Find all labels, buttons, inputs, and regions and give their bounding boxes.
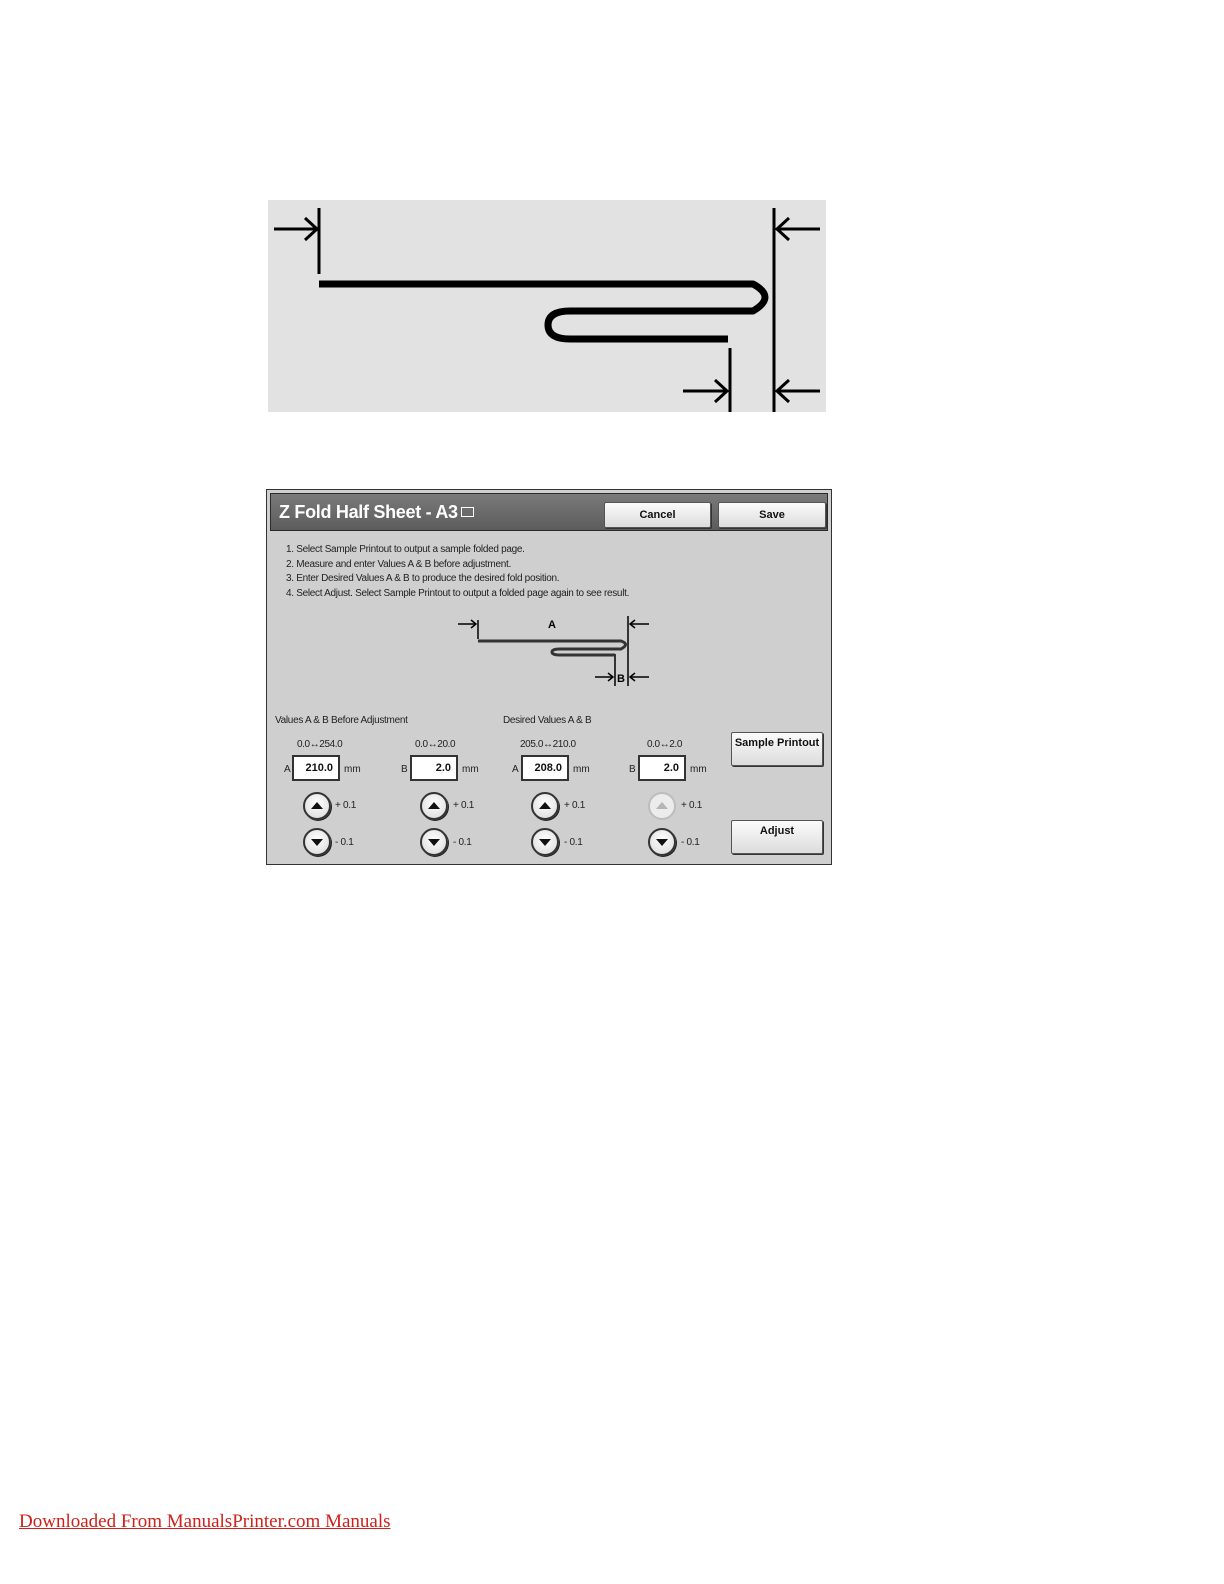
instruction-line: 2. Measure and enter Values A & B before adjustment. xyxy=(286,558,511,570)
before-b-input[interactable]: 2.0 xyxy=(410,755,458,781)
label-b: B xyxy=(617,673,625,685)
desired-b-input[interactable]: 2.0 xyxy=(638,755,686,781)
field-letter: A xyxy=(284,764,291,775)
before-a-decrement-button[interactable] xyxy=(303,828,331,856)
arrow-up-icon xyxy=(539,802,551,809)
arrow-up-icon xyxy=(428,802,440,809)
before-b-increment-button[interactable] xyxy=(420,792,448,820)
z-fold-illustration xyxy=(268,200,826,412)
range-label: 0.0↔254.0 xyxy=(297,739,343,750)
before-a-input[interactable]: 210.0 xyxy=(292,755,340,781)
decrement-label: - 0.1 xyxy=(681,837,700,848)
unit-label: mm xyxy=(344,764,361,775)
field-letter: A xyxy=(512,764,519,775)
z-fold-adjust-dialog xyxy=(266,489,832,865)
increment-label: + 0.1 xyxy=(564,800,586,811)
instruction-line: 1. Select Sample Printout to output a sample folded page. xyxy=(286,544,525,555)
arrow-down-icon xyxy=(656,839,668,846)
instruction-line: 3. Enter Desired Values A & B to produce the desired fold position. xyxy=(286,573,560,584)
decrement-label: - 0.1 xyxy=(453,837,472,848)
instructions-list xyxy=(286,543,629,601)
increment-label: + 0.1 xyxy=(681,800,703,811)
range-label: 0.0↔20.0 xyxy=(415,739,456,750)
field-letter: B xyxy=(401,764,408,775)
arrow-down-icon xyxy=(539,839,551,846)
decrement-label: - 0.1 xyxy=(335,837,354,848)
range-label: 0.0↔2.0 xyxy=(647,739,683,750)
field-letter: B xyxy=(629,764,636,775)
desired-a-input[interactable]: 208.0 xyxy=(521,755,569,781)
adjust-button[interactable]: Adjust xyxy=(731,820,823,854)
arrow-down-icon xyxy=(311,839,323,846)
paper-orientation-icon xyxy=(461,507,474,517)
before-b-decrement-button[interactable] xyxy=(420,828,448,856)
before-adjustment-label: Values A & B Before Adjustment xyxy=(275,715,408,726)
unit-label: mm xyxy=(462,764,479,775)
dialog-title-text: Z Fold Half Sheet - A3 xyxy=(279,502,458,522)
desired-a-decrement-button[interactable] xyxy=(531,828,559,856)
unit-label: mm xyxy=(573,764,590,775)
decrement-label: - 0.1 xyxy=(564,837,583,848)
dialog-title xyxy=(279,502,474,523)
unit-label: mm xyxy=(690,764,707,775)
desired-a-increment-button[interactable] xyxy=(531,792,559,820)
arrow-up-icon xyxy=(311,802,323,809)
save-button[interactable]: Save xyxy=(718,502,826,528)
increment-label: + 0.1 xyxy=(453,800,475,811)
before-a-increment-button[interactable] xyxy=(303,792,331,820)
desired-b-increment-button[interactable] xyxy=(648,792,676,820)
arrow-up-icon xyxy=(656,802,668,809)
fold-mini-diagram xyxy=(455,612,655,688)
range-label: 205.0↔210.0 xyxy=(520,739,576,750)
label-a: A xyxy=(548,619,556,631)
increment-label: + 0.1 xyxy=(335,800,357,811)
sample-printout-button[interactable]: Sample Printout xyxy=(731,732,823,766)
arrow-down-icon xyxy=(428,839,440,846)
instruction-line: 4. Select Adjust. Select Sample Printout to output a folded page again to see result. xyxy=(286,587,630,599)
dialog-titlebar xyxy=(270,493,828,531)
desired-b-decrement-button[interactable] xyxy=(648,828,676,856)
footer-download-link[interactable]: Downloaded From ManualsPrinter.com Manuals xyxy=(19,1511,391,1532)
desired-values-label: Desired Values A & B xyxy=(503,715,592,726)
z-fold-diagram-svg xyxy=(268,200,826,412)
cancel-button[interactable]: Cancel xyxy=(604,502,711,528)
